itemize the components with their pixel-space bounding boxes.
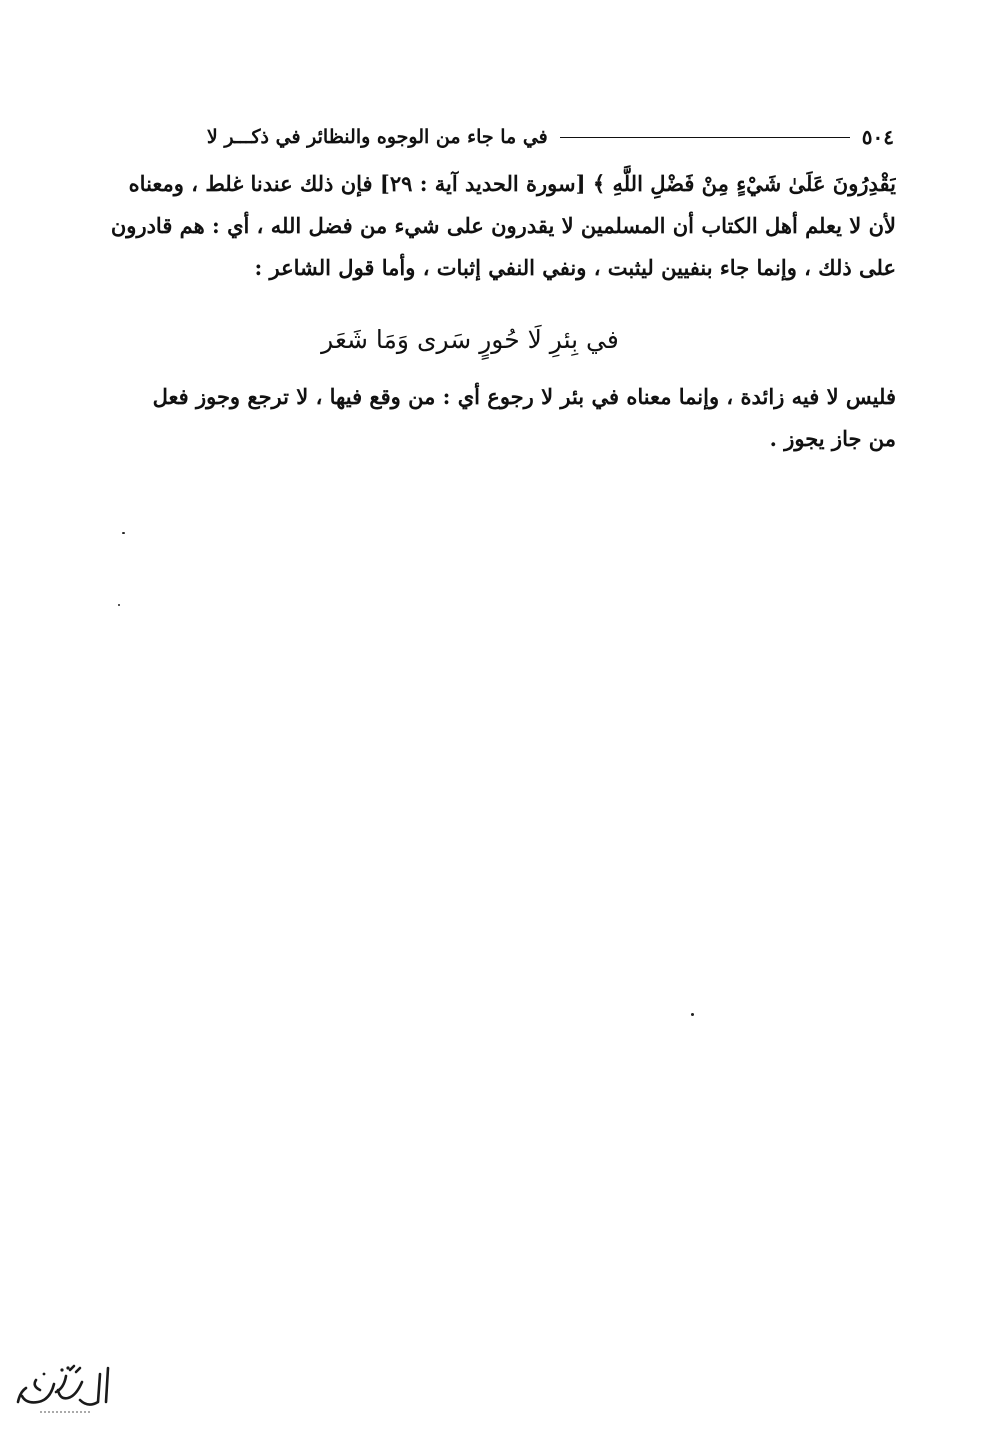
- text-line: فليس لا فيه زائدة ، وإنما معناه في بئر لا رجوع أي : من وقع فيها ، لا ترجع وجوز فعل: [152, 384, 896, 409]
- paragraph-2: [104, 376, 896, 460]
- scan-speck: [122, 532, 125, 534]
- page-number: ٥٠٤: [861, 125, 894, 149]
- text-line: لأن لا يعلم أهل الكتاب أن المسلمين لا يقدرون على شيء من فضل الله ، أي : هم قادرون: [110, 213, 896, 238]
- text-line: على ذلك ، وإنما جاء بنفيين ليثبت ، ونفي النفي إثبات ، وأما قول الشاعر :: [254, 255, 896, 280]
- scan-speck: [118, 604, 120, 606]
- page-header: [112, 122, 894, 152]
- scan-speck: [691, 1013, 694, 1016]
- header-rule: [560, 137, 850, 138]
- paragraph-1: [104, 163, 896, 289]
- library-logo-icon: [10, 1362, 114, 1422]
- running-title: في ما جاء من الوجوه والنظائر في ذكـــر لا: [206, 126, 548, 148]
- text-line: من جاز يجوز .: [769, 426, 896, 451]
- text-line: يَقْدِرُونَ عَلَىٰ شَيْءٍ مِنْ فَضْلِ اللَّهِ ﴾ [سورة الحديد آية : ٢٩] فإن ذلك عندنا غلط ، ومعناه: [128, 171, 896, 196]
- poetry-verse: في بِئرِ لَا حُورٍ سَرى وَمَا شَعَر: [321, 325, 619, 354]
